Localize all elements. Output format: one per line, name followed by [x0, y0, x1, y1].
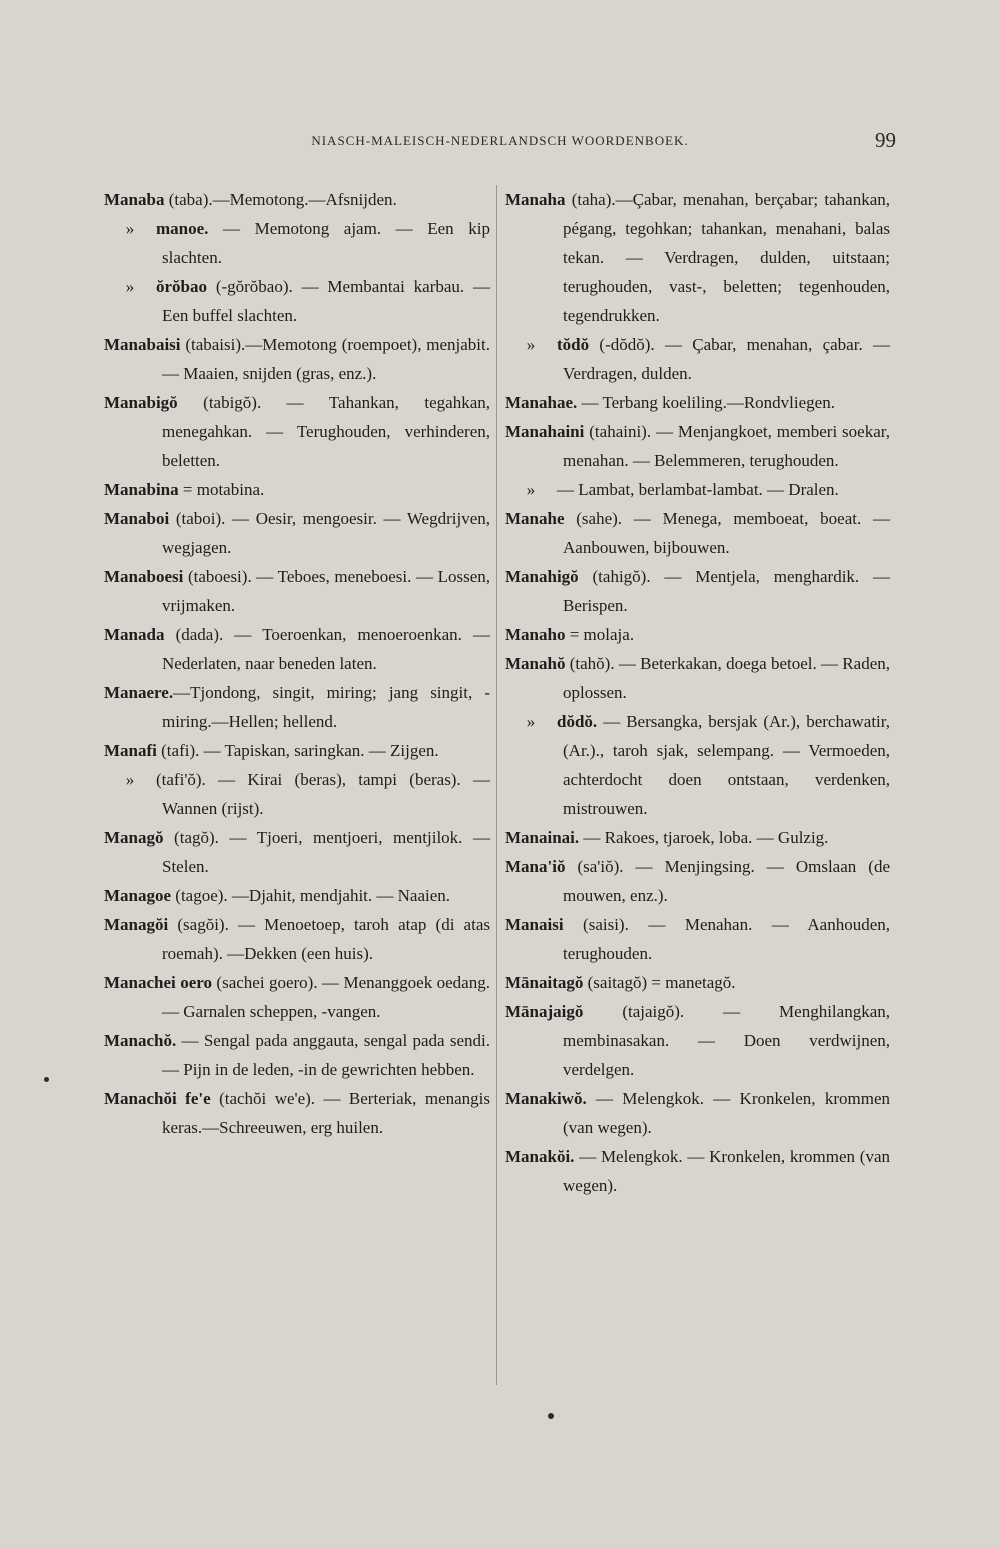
- headword: Manafi: [104, 741, 157, 760]
- definition-text: — Bersangka, bersjak (Ar.), berchawatir, (Ar.)., taroh sjak, selempang. — Vermoeden, achterdocht doen ontstaan, verdenken, mistrouwen.: [563, 712, 890, 818]
- headword: Managoe: [104, 886, 172, 905]
- headword: Mana'iŏ: [505, 857, 566, 876]
- dictionary-entry: [505, 823, 890, 852]
- headword: Mānaitagŏ: [505, 973, 584, 992]
- headword: tŏdŏ: [557, 335, 590, 354]
- headword: Manaere.: [104, 683, 174, 702]
- definition-text: (sagŏi). — Menoetoep, taroh atap (di atas roemah). —Dekken (een huis).: [162, 915, 490, 963]
- sub-entry: [104, 214, 490, 272]
- headword: Manada: [104, 625, 165, 644]
- sub-entry: [104, 272, 490, 330]
- definition-text: (tagŏ). — Tjoeri, mentjoeri, mentjilok. — Stelen.: [162, 828, 490, 876]
- definition-text: — Rakoes, tjaroek, loba. — Gulzig.: [579, 828, 829, 847]
- sub-entry: [505, 330, 890, 388]
- page-number: 99: [875, 128, 896, 152]
- headword: Manahaini: [505, 422, 585, 441]
- definition-text: (tachŏi we'e). — Berteriak, menangis keras.—Schreeuwen, erg huilen.: [162, 1089, 491, 1137]
- dictionary-entry: [104, 388, 490, 475]
- dictionary-entry: [104, 475, 490, 504]
- ink-speck: [44, 1077, 49, 1082]
- dictionary-entry: [104, 1084, 490, 1142]
- headword: dŏdŏ.: [557, 712, 598, 731]
- definition-text: (tabigŏ). — Tahankan, tegahkan, menegahkan. — Terughouden, verhinderen, beletten.: [162, 393, 490, 470]
- headword: Manabaisi: [104, 335, 181, 354]
- continuation-marker: »: [526, 335, 536, 354]
- dictionary-entry: [104, 910, 490, 968]
- definition-text: (sahe). — Menega, memboeat, boeat. — Aanbouwen, bijbouwen.: [563, 509, 890, 557]
- dictionary-entry: [104, 678, 490, 736]
- headword: Mānajaigŏ: [505, 1002, 584, 1021]
- sub-entry: [505, 707, 890, 823]
- sub-entry: [505, 475, 890, 504]
- continuation-marker: »: [125, 277, 135, 296]
- dictionary-entry: [104, 881, 490, 910]
- definition-text: — Lambat, berlambat-lambat. — Dralen.: [557, 480, 839, 499]
- definition-text: (tagoe). —Djahit, mendjahit. — Naaien.: [171, 886, 451, 905]
- headword: Manaboesi: [104, 567, 184, 586]
- dictionary-entry: [104, 504, 490, 562]
- dictionary-entry: [505, 1142, 890, 1200]
- headword: Manachŏi fe'e: [104, 1089, 211, 1108]
- dictionary-entry: [104, 736, 490, 765]
- definition-text: (saitagŏ) = manetagŏ.: [583, 973, 736, 992]
- definition-text: — Sengal pada anggauta, sengal pada sendi. — Pijn in de leden, -in de gewrichten hebben.: [162, 1031, 490, 1079]
- definition-text: (taboesi). — Teboes, meneboesi. — Lossen, vrijmaken.: [162, 567, 490, 615]
- dictionary-entry: [505, 1084, 890, 1142]
- definition-text: (-dŏdŏ). — Çabar, menahan, çabar. — Verdragen, dulden.: [563, 335, 890, 383]
- headword: Managŏi: [104, 915, 169, 934]
- definition-text: (taboi). — Oesir, mengoesir. — Wegdrijven, wegjagen.: [162, 509, 490, 557]
- right-column: [505, 185, 890, 1200]
- headword: Manaha: [505, 190, 566, 209]
- column-divider: [496, 185, 497, 1385]
- definition-text: (tafi'ŏ). — Kirai (beras), tampi (beras). — Wannen (rijst).: [156, 770, 490, 818]
- dictionary-entry: [104, 562, 490, 620]
- headword: Manakŏi.: [505, 1147, 575, 1166]
- headword: Manahigŏ: [505, 567, 579, 586]
- dictionary-entry: [505, 910, 890, 968]
- definition-text: (tafi). — Tapiskan, saringkan. — Zijgen.: [156, 741, 439, 760]
- headword: ŏrŏbao: [156, 277, 207, 296]
- dictionary-entry: [505, 852, 890, 910]
- continuation-marker: »: [125, 219, 135, 238]
- headword: Managŏ: [104, 828, 164, 847]
- dictionary-entry: [505, 417, 890, 475]
- headword: Manaho: [505, 625, 566, 644]
- dictionary-entry: [104, 330, 490, 388]
- definition-text: (tahaini). — Menjangkoet, memberi soekar, menahan. — Belemmeren, terughouden.: [563, 422, 890, 470]
- definition-text: — Melengkok. — Kronkelen, krommen (van wegen).: [563, 1089, 890, 1137]
- definition-text: — Memotong ajam. — Een kip slachten.: [162, 219, 490, 267]
- continuation-marker: »: [125, 770, 135, 789]
- definition-text: (sa'iŏ). — Menjingsing. — Omslaan (de mouwen, enz.).: [563, 857, 890, 905]
- definition-text: (saisi). — Menahan. — Aanhouden, terughouden.: [563, 915, 890, 963]
- dictionary-entry: [104, 620, 490, 678]
- left-column: [104, 185, 490, 1142]
- dictionary-entry: [505, 997, 890, 1084]
- definition-text: — Melengkok. — Kronkelen, krommen (van wegen).: [563, 1147, 890, 1195]
- dictionary-entry: [505, 562, 890, 620]
- headword: Manahe: [505, 509, 565, 528]
- dictionary-entry: [104, 968, 490, 1026]
- dictionary-entry: [505, 504, 890, 562]
- definition-text: (-gŏrŏbao). — Membantai karbau. — Een buffel slachten.: [162, 277, 490, 325]
- headword: Manaisi: [505, 915, 564, 934]
- definition-text: — Terbang koeliling.—Rondvliegen.: [577, 393, 835, 412]
- dictionary-entry: [505, 185, 890, 330]
- headword: Manahŏ: [505, 654, 566, 673]
- headword: Manabigŏ: [104, 393, 178, 412]
- dictionary-entry: [505, 620, 890, 649]
- dictionary-entry: [505, 968, 890, 997]
- headword: Manainai.: [505, 828, 580, 847]
- running-header: NIASCH-MALEISCH-NEDERLANDSCH WOORDENBOEK.: [311, 133, 689, 148]
- headword: Manachŏ.: [104, 1031, 177, 1050]
- definition-text: (taha).—Çabar, menahan, berçabar; tahankan, pégang, tegohkan; tahankan, menahani, balas tekan. — Verdragen, dulden, uitstaan; terughouden, vast-, beletten; tegenhouden, tegendrukken.: [563, 190, 890, 325]
- headword: Manaba: [104, 190, 165, 209]
- continuation-marker: »: [526, 480, 536, 499]
- dictionary-entry: [505, 649, 890, 707]
- definition-text: (tabaisi).—Memotong (roempoet), menjabit. — Maaien, snijden (gras, enz.).: [162, 335, 490, 383]
- definition-text: (tajaigŏ). — Menghilangkan, membinasakan. — Doen verdwijnen, verdelgen.: [563, 1002, 890, 1079]
- definition-text: = molaja.: [565, 625, 635, 644]
- headword: Manakiwŏ.: [505, 1089, 587, 1108]
- sub-entry: [104, 765, 490, 823]
- definition-text: = motabina.: [178, 480, 265, 499]
- ink-speck: [548, 1413, 554, 1419]
- headword: Manahae.: [505, 393, 578, 412]
- dictionary-entry: [104, 823, 490, 881]
- dictionary-entry: [104, 1026, 490, 1084]
- dictionary-entry: [505, 388, 890, 417]
- definition-text: (tahigŏ). — Mentjela, menghardik. — Berispen.: [563, 567, 890, 615]
- definition-text: (sachei goero). — Menanggoek oedang. — Garnalen scheppen, -vangen.: [162, 973, 490, 1021]
- headword: Manabina: [104, 480, 179, 499]
- continuation-marker: »: [526, 712, 536, 731]
- definition-text: (tahŏ). — Beterkakan, doega betoel. — Raden, oplossen.: [563, 654, 890, 702]
- definition-text: —Tjondong, singit, miring; jang singit, -miring.—Hellen; hellend.: [162, 683, 490, 731]
- dictionary-entry: [104, 185, 490, 214]
- definition-text: (dada). — Toeroenkan, menoeroenkan. — Nederlaten, naar beneden laten.: [162, 625, 490, 673]
- headword: Manaboi: [104, 509, 170, 528]
- headword: Manachei oero: [104, 973, 212, 992]
- headword: manoe.: [156, 219, 209, 238]
- definition-text: (taba).—Memotong.—Afsnijden.: [164, 190, 397, 209]
